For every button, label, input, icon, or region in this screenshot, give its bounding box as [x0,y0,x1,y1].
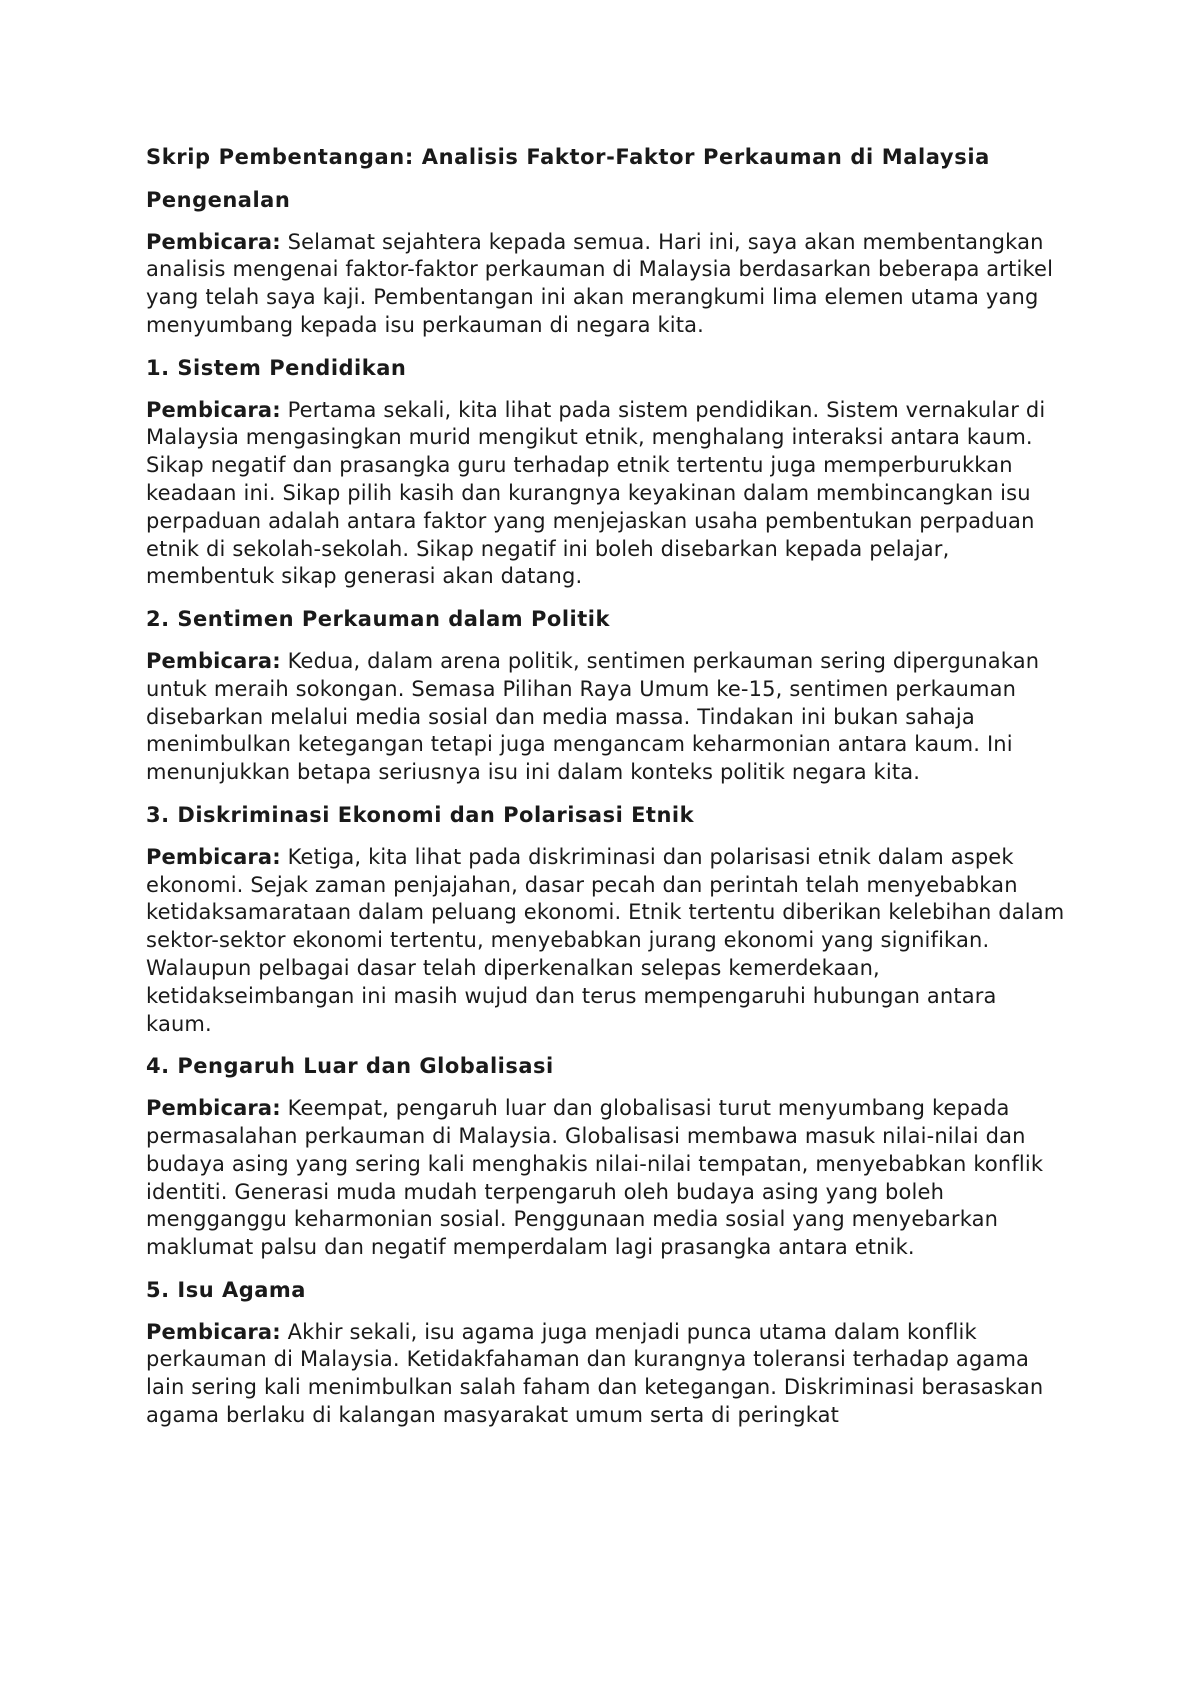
section-paragraph [146,229,1066,340]
section-economic-discrimination [146,802,1066,1038]
paragraph-text: Akhir sekali, isu agama juga menjadi punca utama dalam konflik perkauman di Malaysia. Ketidakfahaman dan kurangnya toleransi terhadap agama lain sering kali menimbulkan salah faham dan ketegangan. Diskriminasi berasaskan agama berlaku di kalangan masyarakat umum serta di peringkat [146,1319,1044,1428]
speaker-label: Pembicara: [146,1319,281,1344]
section-paragraph [146,397,1066,592]
section-external-influence-globalisation [146,1053,1066,1262]
paragraph-text: Selamat sejahtera kepada semua. Hari ini, saya akan membentangkan analisis mengenai faktor-faktor perkauman di Malaysia berdasarkan beberapa artikel yang telah saya kaji. Pembentangan ini akan merangkumi lima elemen utama yang menyumbang kepada isu perkauman di negara kita. [146,229,1054,337]
section-heading: 2. Sentimen Perkauman dalam Politik [146,607,610,632]
document-page [146,144,1066,1445]
section-introduction [146,187,1066,340]
speaker-label: Pembicara: [146,229,281,254]
section-heading: 1. Sistem Pendidikan [146,355,407,380]
paragraph-text: Ketiga, kita lihat pada diskriminasi dan polarisasi etnik dalam aspek ekonomi. Sejak zaman penjajahan, dasar pecah dan perintah telah menyebabkan ketidaksamarataan dalam peluang ekonomi. Etnik tertentu diberikan kelebihan dalam sektor-sektor ekonomi tertentu, menyebabkan jurang ekonomi yang signifikan. Walaupun pelbagai dasar telah diperkenalkan selepas kemerdekaan, ketidakseimbangan ini masih wujud dan terus mempengaruhi hubungan antara kaum. [146,844,1065,1036]
section-paragraph [146,844,1066,1039]
paragraph-text: Keempat, pengaruh luar dan globalisasi turut menyumbang kepada permasalahan perkauman di Malaysia. Globalisasi membawa masuk nilai-nilai dan budaya asing yang sering kali menghakis nilai-nilai tempatan, menyebabkan konflik identiti. Generasi muda mudah terpengaruh oleh budaya asing yang boleh mengganggu keharmonian sosial. Penggunaan media sosial yang menyebarkan maklumat palsu dan negatif memperdalam lagi prasangka antara etnik. [146,1096,1044,1260]
section-heading: 4. Pengaruh Luar dan Globalisasi [146,1054,554,1079]
section-heading: 5. Isu Agama [146,1277,306,1302]
section-paragraph [146,648,1066,787]
section-paragraph [146,1319,1066,1430]
speaker-label: Pembicara: [146,844,281,869]
section-racial-sentiment-politics [146,606,1066,787]
section-heading: 3. Diskriminasi Ekonomi dan Polarisasi Etnik [146,802,695,827]
speaker-label: Pembicara: [146,648,281,673]
paragraph-text: Pertama sekali, kita lihat pada sistem pendidikan. Sistem vernakular di Malaysia mengasingkan murid mengikut etnik, menghalang interaksi antara kaum. Sikap negatif dan prasangka guru terhadap etnik tertentu juga memperburukkan keadaan ini. Sikap pilih kasih dan kurangnya keyakinan dalam membincangkan isu perpaduan adalah antara faktor yang menjejaskan usaha pembentukan perpaduan etnik di sekolah-sekolah. Sikap negatif ini boleh disebarkan kepada pelajar, membentuk sikap generasi akan datang. [146,397,1046,589]
section-religious-issue [146,1277,1066,1430]
paragraph-text: Kedua, dalam arena politik, sentimen perkauman sering dipergunakan untuk meraih sokongan. Semasa Pilihan Raya Umum ke-15, sentimen perkauman disebarkan melalui media sosial dan media massa. Tindakan ini bukan sahaja menimbulkan ketegangan tetapi juga mengancam keharmonian antara kaum. Ini menunjukkan betapa seriusnya isu ini dalam konteks politik negara kita. [146,648,1040,785]
speaker-label: Pembicara: [146,1096,281,1121]
section-paragraph [146,1095,1066,1262]
speaker-label: Pembicara: [146,397,281,422]
section-heading: Pengenalan [146,187,291,212]
document-title: Skrip Pembentangan: Analisis Faktor-Faktor Perkauman di Malaysia [146,145,990,169]
section-education-system [146,355,1066,591]
